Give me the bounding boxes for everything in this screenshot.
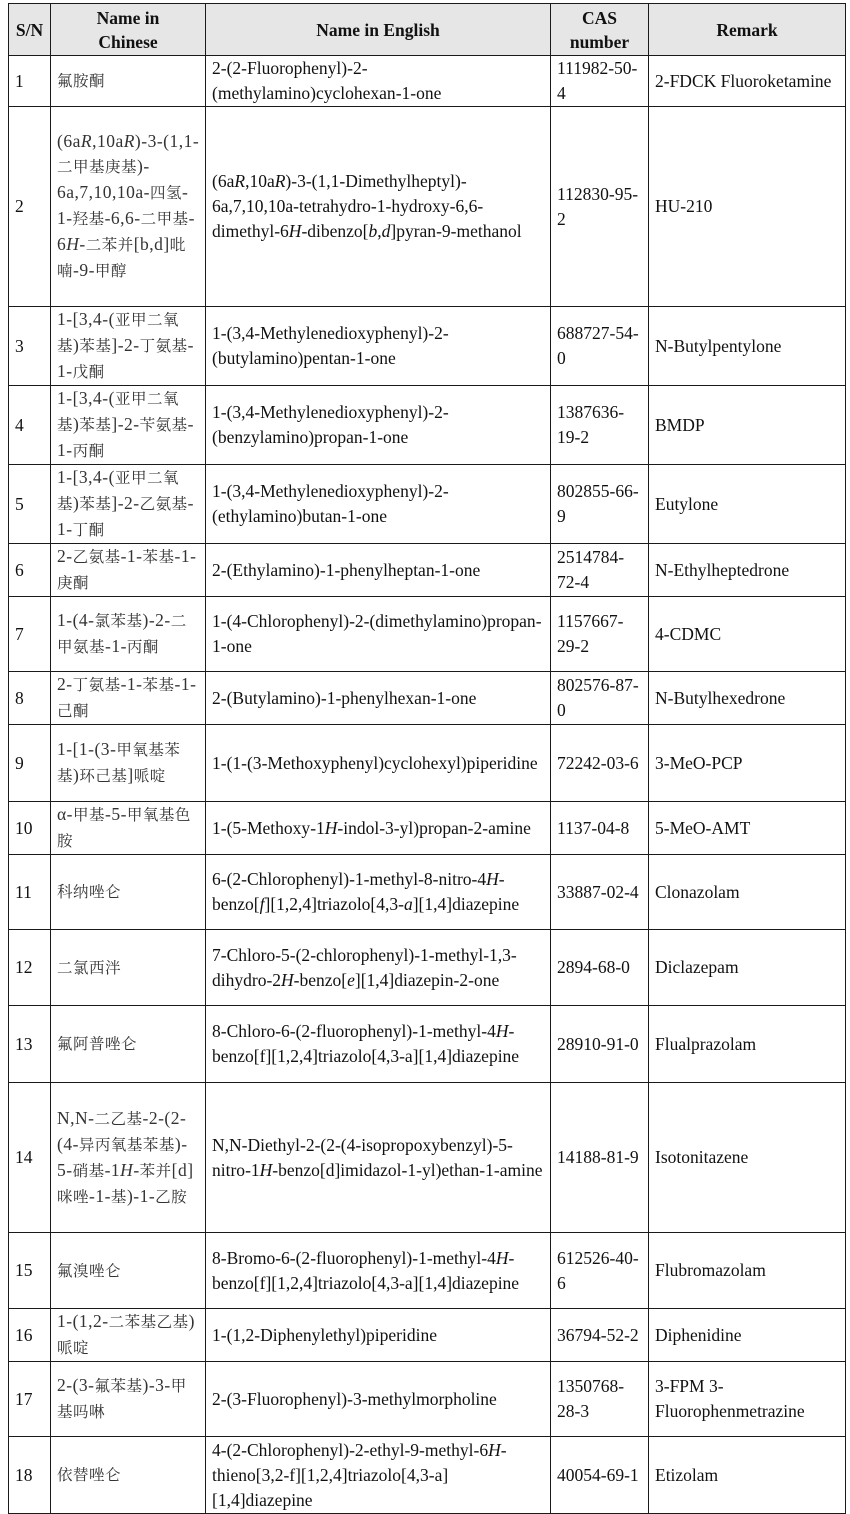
chinese-name-cell: 氟胺酮 <box>51 56 206 107</box>
table-row <box>9 1006 846 1083</box>
cas-number-cell: 612526-40-6 <box>551 1233 649 1309</box>
cas-number-cell: 14188-81-9 <box>551 1083 649 1233</box>
cas-number-cell: 802576-87-0 <box>551 672 649 725</box>
remark-cell: 2-FDCK Fluoroketamine <box>649 56 846 107</box>
sn-cell: 8 <box>9 672 51 725</box>
cas-number-cell: 112830-95-2 <box>551 107 649 307</box>
sn-cell: 13 <box>9 1006 51 1083</box>
table-row <box>9 1083 846 1233</box>
table-row <box>9 1233 846 1309</box>
english-name-cell: 2-(2-Fluorophenyl)-2-(methylamino)cyclohexan-1-one <box>206 56 551 107</box>
table-row <box>9 307 846 386</box>
remark-cell: Flualprazolam <box>649 1006 846 1083</box>
sn-cell: 4 <box>9 386 51 465</box>
sn-cell: 18 <box>9 1437 51 1514</box>
table-row <box>9 1437 846 1514</box>
remark-cell: Isotonitazene <box>649 1083 846 1233</box>
sn-cell: 1 <box>9 56 51 107</box>
table-row <box>9 1309 846 1362</box>
cas-number-cell: 1157667-29-2 <box>551 597 649 672</box>
table-row <box>9 386 846 465</box>
cas-number-cell: 111982-50-4 <box>551 56 649 107</box>
sn-cell: 10 <box>9 802 51 855</box>
english-name-cell: 2-(3-Fluorophenyl)-3-methylmorpholine <box>206 1362 551 1437</box>
chinese-name-cell: 2-(3-氟苯基)-3-甲基吗啉 <box>51 1362 206 1437</box>
cas-number-cell: 802855-66-9 <box>551 465 649 544</box>
remark-cell: Eutylone <box>649 465 846 544</box>
header-chinese-name: Name in Chinese <box>51 4 206 56</box>
sn-cell: 9 <box>9 725 51 802</box>
sn-cell: 5 <box>9 465 51 544</box>
sn-cell: 17 <box>9 1362 51 1437</box>
remark-cell: BMDP <box>649 386 846 465</box>
sn-cell: 7 <box>9 597 51 672</box>
remark-cell: 5-MeO-AMT <box>649 802 846 855</box>
chinese-name-cell: N,N-二乙基-2-(2-(4-异丙氧基苯基)-5-硝基-1H-苯并[d]咪唑-1-基)-1-乙胺 <box>51 1083 206 1233</box>
header-row <box>9 4 846 56</box>
english-name-cell: 8-Chloro-6-(2-fluorophenyl)-1-methyl-4H-benzo[f][1,2,4]triazolo[4,3-a][1,4]diazepine <box>206 1006 551 1083</box>
chinese-name-cell: (6aR,10aR)-3-(1,1-二甲基庚基)-6a,7,10,10a-四氢-1-羟基-6,6-二甲基-6H-二苯并[b,d]吡喃-9-甲醇 <box>51 107 206 307</box>
table-row <box>9 465 846 544</box>
remark-cell: 4-CDMC <box>649 597 846 672</box>
chinese-name-cell: 1-[3,4-(亚甲二氧基)苯基]-2-丁氨基-1-戊酮 <box>51 307 206 386</box>
remark-cell: Flubromazolam <box>649 1233 846 1309</box>
sn-cell: 2 <box>9 107 51 307</box>
english-name-cell: 1-(3,4-Methylenedioxyphenyl)-2-(butylamino)pentan-1-one <box>206 307 551 386</box>
english-name-cell: 8-Bromo-6-(2-fluorophenyl)-1-methyl-4H-benzo[f][1,2,4]triazolo[4,3-a][1,4]diazepine <box>206 1233 551 1309</box>
header-english-name: Name in English <box>206 4 551 56</box>
remark-cell: N-Ethylheptedrone <box>649 544 846 597</box>
remark-cell: Clonazolam <box>649 855 846 930</box>
cas-number-cell: 33887-02-4 <box>551 855 649 930</box>
english-name-cell: 1-(3,4-Methylenedioxyphenyl)-2-(benzylamino)propan-1-one <box>206 386 551 465</box>
cas-number-cell: 688727-54-0 <box>551 307 649 386</box>
table-row <box>9 672 846 725</box>
english-name-cell: 1-(1,2-Diphenylethyl)piperidine <box>206 1309 551 1362</box>
english-name-cell: N,N-Diethyl-2-(2-(4-isopropoxybenzyl)-5-nitro-1H-benzo[d]imidazol-1-yl)ethan-1-amine <box>206 1083 551 1233</box>
cas-number-cell: 72242-03-6 <box>551 725 649 802</box>
sn-cell: 16 <box>9 1309 51 1362</box>
english-name-cell: 7-Chloro-5-(2-chlorophenyl)-1-methyl-1,3-dihydro-2H-benzo[e][1,4]diazepin-2-one <box>206 930 551 1006</box>
table-row <box>9 1362 846 1437</box>
header-sn: S/N <box>9 4 51 56</box>
header-remark: Remark <box>649 4 846 56</box>
cas-number-cell: 1137-04-8 <box>551 802 649 855</box>
cas-number-cell: 1387636-19-2 <box>551 386 649 465</box>
remark-cell: Diphenidine <box>649 1309 846 1362</box>
cas-number-cell: 1350768-28-3 <box>551 1362 649 1437</box>
table-row <box>9 855 846 930</box>
english-name-cell: 2-(Ethylamino)-1-phenylheptan-1-one <box>206 544 551 597</box>
chinese-name-cell: 1-[3,4-(亚甲二氧基)苯基]-2-乙氨基-1-丁酮 <box>51 465 206 544</box>
table-row <box>9 56 846 107</box>
chinese-name-cell: 氟溴唑仑 <box>51 1233 206 1309</box>
cas-number-cell: 2894-68-0 <box>551 930 649 1006</box>
table-row <box>9 107 846 307</box>
table-row <box>9 725 846 802</box>
chinese-name-cell: 2-乙氨基-1-苯基-1-庚酮 <box>51 544 206 597</box>
chinese-name-cell: 1-(1,2-二苯基乙基)哌啶 <box>51 1309 206 1362</box>
substance-table <box>8 3 846 1514</box>
chinese-name-cell: 1-[1-(3-甲氧基苯基)环己基]哌啶 <box>51 725 206 802</box>
sn-cell: 6 <box>9 544 51 597</box>
english-name-cell: 1-(5-Methoxy-1H-indol-3-yl)propan-2-amine <box>206 802 551 855</box>
english-name-cell: 1-(1-(3-Methoxyphenyl)cyclohexyl)piperidine <box>206 725 551 802</box>
remark-cell: Etizolam <box>649 1437 846 1514</box>
english-name-cell: 4-(2-Chlorophenyl)-2-ethyl-9-methyl-6H-thieno[3,2-f][1,2,4]triazolo[4,3-a][1,4]diazepine <box>206 1437 551 1514</box>
cas-number-cell: 28910-91-0 <box>551 1006 649 1083</box>
remark-cell: 3-MeO-PCP <box>649 725 846 802</box>
sn-cell: 15 <box>9 1233 51 1309</box>
remark-cell: N-Butylhexedrone <box>649 672 846 725</box>
table-row <box>9 802 846 855</box>
remark-cell: N-Butylpentylone <box>649 307 846 386</box>
english-name-cell: 2-(Butylamino)-1-phenylhexan-1-one <box>206 672 551 725</box>
english-name-cell: 1-(4-Chlorophenyl)-2-(dimethylamino)propan-1-one <box>206 597 551 672</box>
remark-cell: Diclazepam <box>649 930 846 1006</box>
chinese-name-cell: α-甲基-5-甲氧基色胺 <box>51 802 206 855</box>
table-row <box>9 597 846 672</box>
sn-cell: 11 <box>9 855 51 930</box>
chinese-name-cell: 依替唑仑 <box>51 1437 206 1514</box>
english-name-cell: 1-(3,4-Methylenedioxyphenyl)-2-(ethylamino)butan-1-one <box>206 465 551 544</box>
english-name-cell: (6aR,10aR)-3-(1,1-Dimethylheptyl)-6a,7,10,10a-tetrahydro-1-hydroxy-6,6-dimethyl-6H-dibenzo[b,d]pyran-9-methanol <box>206 107 551 307</box>
remark-cell: HU-210 <box>649 107 846 307</box>
sn-cell: 14 <box>9 1083 51 1233</box>
chinese-name-cell: 1-[3,4-(亚甲二氧基)苯基]-2-苄氨基-1-丙酮 <box>51 386 206 465</box>
chinese-name-cell: 2-丁氨基-1-苯基-1-己酮 <box>51 672 206 725</box>
cas-number-cell: 2514784-72-4 <box>551 544 649 597</box>
table-row <box>9 930 846 1006</box>
cas-number-cell: 40054-69-1 <box>551 1437 649 1514</box>
chinese-name-cell: 氟阿普唑仑 <box>51 1006 206 1083</box>
chinese-name-cell: 1-(4-氯苯基)-2-二甲氨基-1-丙酮 <box>51 597 206 672</box>
header-cas-number: CAS number <box>551 4 649 56</box>
table-body <box>9 56 846 1514</box>
english-name-cell: 6-(2-Chlorophenyl)-1-methyl-8-nitro-4H-benzo[f][1,2,4]triazolo[4,3-a][1,4]diazepine <box>206 855 551 930</box>
table-row <box>9 544 846 597</box>
cas-number-cell: 36794-52-2 <box>551 1309 649 1362</box>
remark-cell: 3-FPM 3-Fluorophenmetrazine <box>649 1362 846 1437</box>
sn-cell: 12 <box>9 930 51 1006</box>
sn-cell: 3 <box>9 307 51 386</box>
chinese-name-cell: 二氯西泮 <box>51 930 206 1006</box>
chinese-name-cell: 科纳唑仑 <box>51 855 206 930</box>
